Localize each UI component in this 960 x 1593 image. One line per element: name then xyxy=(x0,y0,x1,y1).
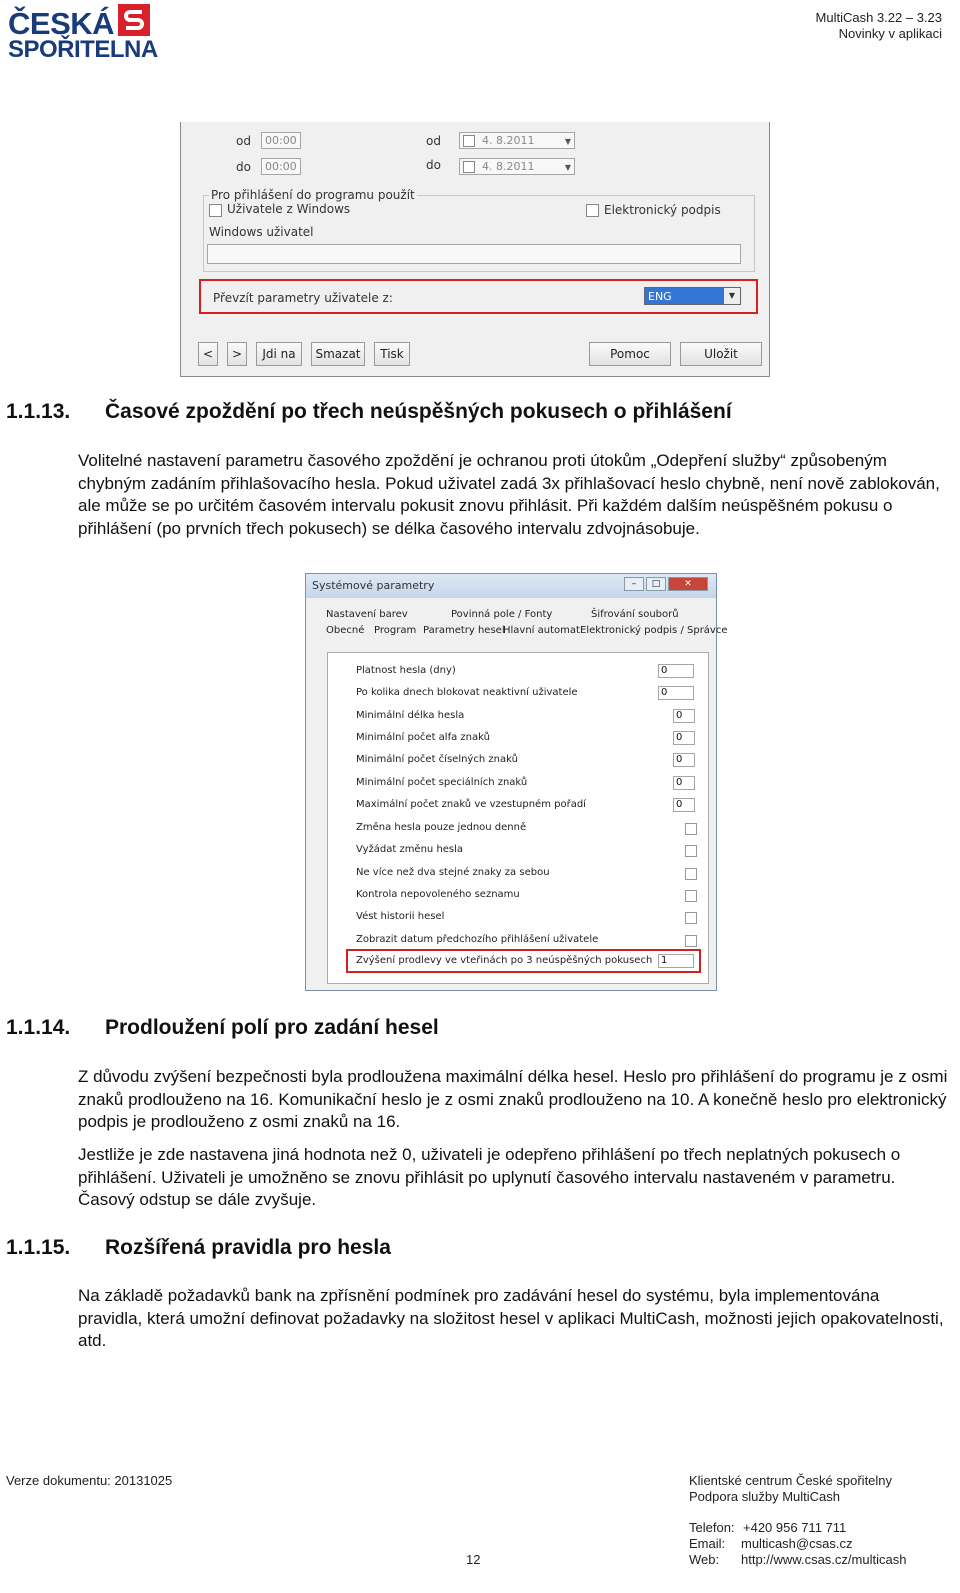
section-number: 1.1.15. xyxy=(6,1236,71,1259)
section-number: 1.1.13. xyxy=(6,400,71,423)
tab-esign-admin[interactable]: Elektronický podpis / Správce xyxy=(580,625,728,636)
save-button[interactable]: Uložit xyxy=(680,342,762,366)
inactive-block-label: Po kolika dnech blokovat neaktivní uživatele xyxy=(356,687,578,698)
date-od-label: od xyxy=(426,134,441,148)
tab-required-fields[interactable]: Povinná pole / Fonty xyxy=(451,609,553,620)
section-title: Prodloužení polí pro zadání hesel xyxy=(105,1016,439,1039)
delay-increase-label: Zvýšení prodlevy ve vteřinách po 3 neúspěšných pokusech xyxy=(356,955,653,966)
inactive-block-field[interactable]: 0 xyxy=(658,686,694,700)
minimize-icon[interactable]: – xyxy=(624,577,644,591)
tab-program[interactable]: Program xyxy=(374,625,417,636)
windows-user-field[interactable] xyxy=(207,244,741,264)
support-service: Podpora služby MultiCash xyxy=(689,1489,841,1504)
date-do-picker[interactable] xyxy=(459,158,575,175)
section-title: Časové zpoždění po třech neúspěšných pokusech o přihlášení xyxy=(105,400,732,423)
tab-file-encryption[interactable]: Šifrování souborů xyxy=(591,609,679,620)
esign-checkbox[interactable] xyxy=(586,204,599,217)
copy-params-value: ENG xyxy=(648,290,672,303)
page-number: 12 xyxy=(466,1552,481,1567)
change-once-daily-checkbox[interactable] xyxy=(685,823,697,835)
phone-number: +420 956 711 711 xyxy=(743,1520,847,1535)
web-label: Web: xyxy=(689,1552,720,1567)
min-special-label: Minimální počet speciálních znaků xyxy=(356,777,528,788)
delay-increase-field[interactable]: 1 xyxy=(658,954,694,968)
copy-params-select[interactable] xyxy=(644,287,741,305)
email-address[interactable]: multicash@csas.cz xyxy=(741,1536,853,1551)
date-do-value: 4. 8.2011 xyxy=(482,160,535,173)
system-parameters-screenshot xyxy=(305,573,728,991)
document-header xyxy=(816,10,942,42)
esign-label: Elektronický podpis xyxy=(604,203,721,217)
no-repeat-chars-label: Ne více než dva stejné znaky za sebou xyxy=(356,867,550,878)
password-validity-field[interactable]: 0 xyxy=(658,664,694,678)
delete-button[interactable]: Smazat xyxy=(311,342,365,366)
change-once-daily-label: Změna hesla pouze jednou denně xyxy=(356,822,527,833)
windows-users-checkbox[interactable] xyxy=(209,204,222,217)
section-paragraph: Na základě požadavků bank na zpřísnění podmínek pro zadávání hesel do systému, byla implementována pravidla, která umožní definovat požadavky na složitost hesel v aplikaci MultiCash, možnosti jejich opakovatelnosti, atd. xyxy=(78,1286,944,1350)
section-paragraph: Jestliže je zde nastavena jiná hodnota než 0, uživateli je odepřeno přihlášení po třech neplatných pokusech o přihlášení. Uživateli je umožněno se znovu přihlásit po uplynutí časového intervalu nastaveném v parametru. Časový odstup se dále zvyšuje. xyxy=(78,1145,901,1209)
password-history-checkbox[interactable] xyxy=(685,912,697,924)
product-version: MultiCash 3.22 – 3.23 xyxy=(815,10,942,25)
ceska-sporitelna-logo xyxy=(8,4,158,63)
password-validity-label: Platnost hesla (dny) xyxy=(356,665,456,676)
show-last-login-label: Zobrazit datum předchozího přihlášení uživatele xyxy=(356,934,599,945)
date-do-checkbox[interactable] xyxy=(463,161,475,173)
logo-s-mark-icon xyxy=(118,4,150,36)
date-do-label: do xyxy=(426,158,441,172)
min-numeric-label: Minimální počet číselných znaků xyxy=(356,754,518,765)
tab-password-parameters[interactable]: Parametry hesel xyxy=(423,625,505,636)
login-method-title: Pro přihlášení do programu použít xyxy=(211,188,415,202)
time-od-field[interactable]: 00:00 xyxy=(261,132,301,149)
phone-label: Telefon: xyxy=(689,1520,735,1535)
min-numeric-field[interactable]: 0 xyxy=(673,753,695,767)
window-title: Systémové parametry xyxy=(312,579,435,592)
print-button[interactable]: Tisk xyxy=(374,342,410,366)
date-od-picker[interactable] xyxy=(459,132,575,149)
windows-user-label: Windows uživatel xyxy=(209,225,314,239)
password-parameters-panel xyxy=(327,652,709,984)
previous-button[interactable]: < xyxy=(198,342,218,366)
min-length-field[interactable]: 0 xyxy=(673,709,695,723)
document-version: Verze dokumentu: 20131025 xyxy=(6,1473,173,1488)
require-change-label: Vyžádat změnu hesla xyxy=(356,844,464,855)
goto-button[interactable]: Jdi na xyxy=(256,342,302,366)
section-paragraph: Z důvodu zvýšení bezpečnosti byla prodloužena maximální délka hesel. Heslo pro přihlášení do programu je z osmi znaků prodlouženo na 16. Komunikační heslo je z osmi znaků prodlouženo na 10. A konečně heslo pro elektronický podpis je prodlouženo z osmi znaků na 16. xyxy=(78,1067,948,1131)
chevron-down-icon: ▼ xyxy=(564,163,571,172)
logo-line-1: ČESKÁ xyxy=(8,6,115,41)
no-repeat-chars-checkbox[interactable] xyxy=(685,868,697,880)
max-ascending-field[interactable]: 0 xyxy=(673,798,695,812)
window-titlebar xyxy=(306,574,716,598)
chevron-down-icon: ▼ xyxy=(724,288,740,304)
blacklist-check-label: Kontrola nepovoleného seznamu xyxy=(356,889,520,900)
password-history-label: Vést historii hesel xyxy=(356,911,445,922)
min-special-field[interactable]: 0 xyxy=(673,776,695,790)
maximize-icon[interactable]: □ xyxy=(646,577,666,591)
document-subtitle: Novinky v aplikaci xyxy=(838,26,942,41)
tab-main-automat[interactable]: Hlavní automat xyxy=(503,625,580,636)
user-settings-screenshot xyxy=(180,122,770,377)
section-title: Rozšířená pravidla pro hesla xyxy=(105,1236,391,1259)
max-ascending-label: Maximální počet znaků ve vzestupném pořadí xyxy=(356,799,586,810)
section-paragraph: Volitelné nastavení parametru časového zpoždění je ochranou proti útokům „Odepření služby“ způsobeným chybným zadáním přihlašovacího hesla. Pokud uživatel zadá 3x přihlašovací heslo chybně, není nově zablokován, ale může se po určitém časovém intervalu pokusit znovu přihlásit. Při každém dalším neúspěšném pokusu o přihlášení (po prvních třech pokusech) se délka časového intervalu zdvojnásobuje. xyxy=(78,451,940,538)
support-center-name: Klientské centrum České spořitelny xyxy=(689,1473,893,1488)
min-length-label: Minimální délka hesla xyxy=(356,710,465,721)
logo-line-2: SPOŘITELNA xyxy=(8,36,158,63)
help-button[interactable]: Pomoc xyxy=(589,342,671,366)
web-link[interactable]: http://www.csas.cz/multicash xyxy=(741,1552,907,1567)
time-od-label: od xyxy=(236,134,251,148)
min-alpha-label: Minimální počet alfa znaků xyxy=(356,732,490,743)
tab-general[interactable]: Obecné xyxy=(326,625,365,636)
time-do-field[interactable]: 00:00 xyxy=(261,158,301,175)
close-icon[interactable]: ✕ xyxy=(668,577,708,591)
section-number: 1.1.14. xyxy=(6,1016,71,1039)
require-change-checkbox[interactable] xyxy=(685,845,697,857)
show-last-login-checkbox[interactable] xyxy=(685,935,697,947)
blacklist-check-checkbox[interactable] xyxy=(685,890,697,902)
email-label: Email: xyxy=(689,1536,726,1551)
tab-colors[interactable]: Nastavení barev xyxy=(326,609,408,620)
windows-users-label: Uživatele z Windows xyxy=(227,202,351,216)
date-od-value: 4. 8.2011 xyxy=(482,134,535,147)
copy-params-label: Převzít parametry uživatele z: xyxy=(213,291,393,305)
date-od-checkbox[interactable] xyxy=(463,135,475,147)
chevron-down-icon: ▼ xyxy=(564,137,571,146)
time-do-label: do xyxy=(236,160,251,174)
next-button[interactable]: > xyxy=(227,342,247,366)
min-alpha-field[interactable]: 0 xyxy=(673,731,695,745)
